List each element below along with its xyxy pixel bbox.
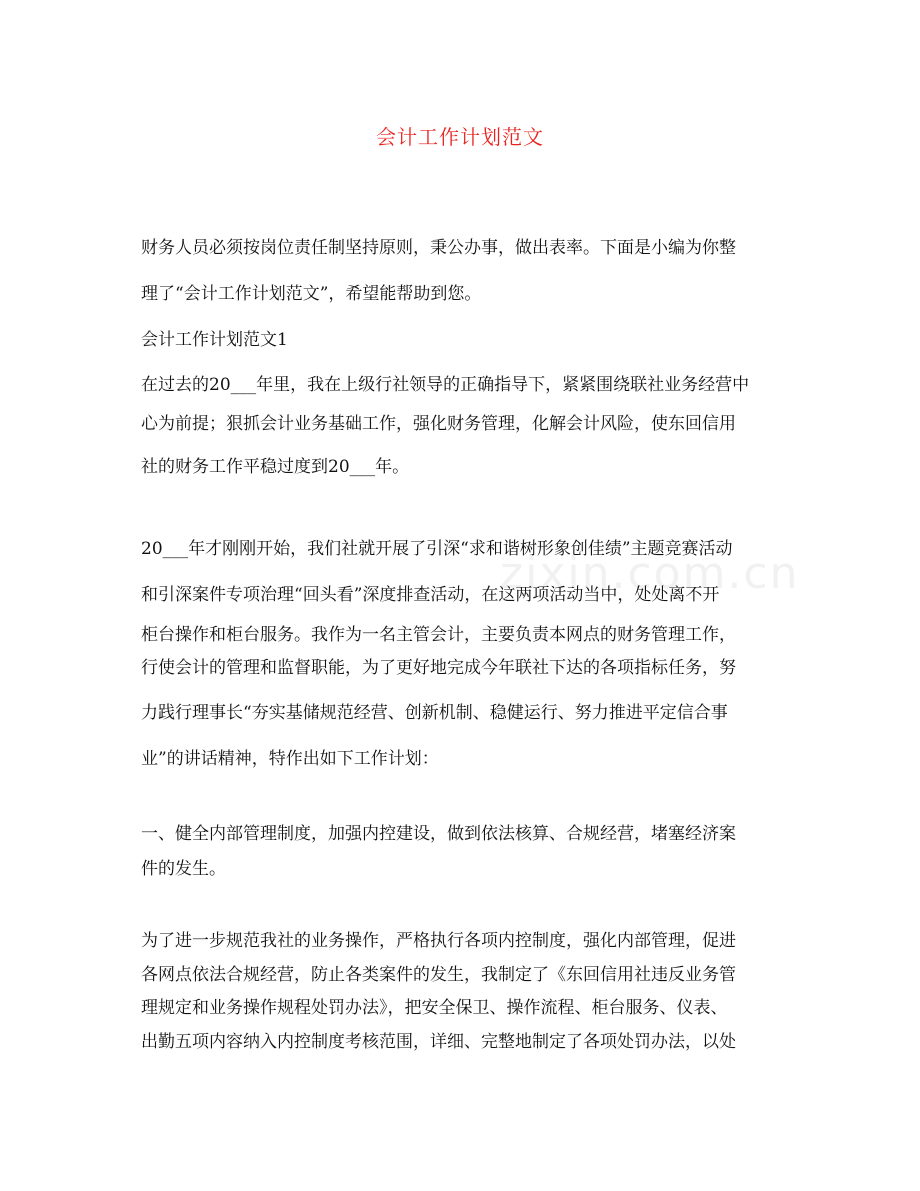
paragraph-line: 行使会计的管理和监督职能，为了更好地完成今年联社下达的各项指标任务，努 [141, 658, 736, 678]
paragraph-line: 理了“会计工作计划范文”，希望能帮助到您。 [141, 284, 482, 304]
paragraph-line: 在过去的20___年里，我在上级行社领导的正确指导下，紧紧围绕联社业务经营中 [141, 375, 750, 395]
paragraph-line: 各网点依法合规经营，防止各类案件的发生，我制定了《东回信用社违反业务管 [141, 965, 736, 985]
section-heading: 件的发生。 [141, 859, 226, 879]
paragraph-line: 为了进一步规范我社的业务操作，严格执行各项内控制度，强化内部管理，促进 [141, 931, 736, 951]
paragraph-line: 理规定和业务操作规程处罚办法》，把安全保卫、操作流程、柜台服务、仪表、 [141, 998, 728, 1018]
paragraph-line: 心为前提；狠抓会计业务基础工作，强化财务管理，化解会计风险，使东回信用 [141, 414, 736, 434]
paragraph-line: 和引深案件专项治理“回头看”深度排查活动，在这两项活动当中，处处离不开 [141, 585, 720, 605]
paragraph-line: 社的财务工作平稳过度到20___年。 [141, 457, 410, 477]
paragraph-line: 业”的讲话精神，特作出如下工作计划： [141, 749, 439, 769]
watermark: zixin.com.cn [500, 548, 800, 599]
paragraph-line: 力践行理事长“夯实基储规范经营、创新机制、稳健运行、努力推进平定信合事 [141, 703, 728, 723]
document-title: 会计工作计划范文 [376, 125, 544, 149]
section-heading: 一、健全内部管理制度，加强内控建设，做到依法核算、合规经营，堵塞经济案 [141, 824, 736, 844]
section-heading: 会计工作计划范文1 [141, 330, 288, 350]
paragraph-line: 20___年才刚刚开始，我们社就开展了引深“求和谐树形象创佳绩”主题竞赛活动 [141, 539, 733, 559]
paragraph-line: 柜台操作和柜台服务。我作为一名主管会计，主要负责本网点的财务管理工作， [141, 625, 736, 645]
paragraph-line: 出勤五项内容纳入内控制度考核范围，详细、完整地制定了各项处罚办法，以处 [141, 1032, 736, 1052]
paragraph-line: 财务人员必须按岗位责任制坚持原则，秉公办事，做出表率。下面是小编为你整 [141, 238, 736, 258]
